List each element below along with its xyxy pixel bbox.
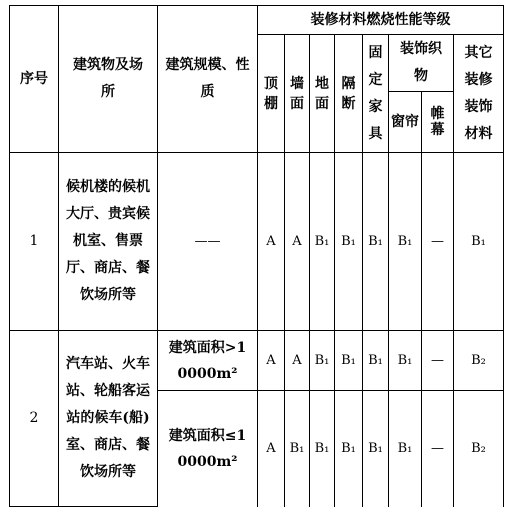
- row1-building: [59, 153, 158, 331]
- header-other-text: 其它装修装饰材料: [464, 44, 493, 142]
- header-wall-text: 墙面: [290, 75, 304, 112]
- row2b-partition: B₁: [335, 391, 363, 507]
- row2b-scale-text: 建筑面积≤10000m²: [168, 427, 247, 470]
- row2-building-text: 汽车站、火车站、轮船客运站的候车(船)室、商店、餐饮场所等: [66, 356, 150, 480]
- row2a-scale-text: 建筑面积>10000m²: [168, 339, 247, 382]
- row1-scale: ——: [158, 153, 258, 331]
- row2b-curtain: B₁: [389, 391, 422, 507]
- row1-floor: B₁: [310, 153, 335, 331]
- header-partition-text: 隔断: [341, 75, 356, 112]
- header-decor-fabric-text: 装饰织物: [400, 41, 442, 84]
- row2b-wall: B₁: [285, 391, 310, 507]
- row1-drape: —: [422, 153, 454, 331]
- header-seq: 序号: [10, 6, 59, 153]
- header-ceiling-text: 顶棚: [264, 75, 278, 112]
- row1-fixed-furniture: B₁: [363, 153, 389, 331]
- row1-seq: 1: [10, 153, 59, 331]
- header-group: 装修材料燃烧性能等级: [258, 6, 504, 35]
- header-curtain: [389, 92, 422, 153]
- fire-rating-table: [9, 5, 504, 507]
- row2b-floor: B₁: [310, 391, 335, 507]
- row1-partition: B₁: [335, 153, 363, 331]
- header-ceiling: [258, 35, 285, 153]
- header-curtain-text: 窗帘: [391, 114, 419, 130]
- header-scale-text: 建筑规模、性质: [165, 57, 250, 100]
- row2b-other: B₂: [454, 391, 504, 507]
- row2b-drape: —: [422, 391, 454, 507]
- header-drape-text: 帷幕: [430, 106, 445, 138]
- header-decor-fabric: [389, 35, 454, 92]
- row2a-floor: B₁: [310, 331, 335, 391]
- row2a-curtain: B₁: [389, 331, 422, 391]
- header-drape: [422, 92, 454, 153]
- table-row: [10, 153, 504, 331]
- row2-seq: 2: [10, 331, 59, 507]
- header-building-text: 建筑物及场所: [73, 57, 143, 100]
- row1-curtain: B₁: [389, 153, 422, 331]
- row2a-wall: A: [285, 331, 310, 391]
- header-fixed-furniture: [363, 35, 389, 153]
- header-scale: [158, 6, 258, 153]
- header-other: [454, 35, 504, 153]
- row2a-scale: [158, 331, 258, 391]
- row2-building: [59, 331, 158, 507]
- row2a-partition: B₁: [335, 331, 363, 391]
- row2a-fixed-furniture: B₁: [363, 331, 389, 391]
- row1-ceiling: A: [258, 153, 285, 331]
- header-wall: [285, 35, 310, 153]
- row2b-ceiling: A: [258, 391, 285, 507]
- row2a-drape: —: [422, 331, 454, 391]
- row1-wall: A: [285, 153, 310, 331]
- row2b-fixed-furniture: B₁: [363, 391, 389, 507]
- header-fixed-furniture-text: 固定家具: [368, 44, 383, 142]
- header-floor-text: 地面: [315, 75, 329, 112]
- row1-other: B₁: [454, 153, 504, 331]
- row2a-other: B₂: [454, 331, 504, 391]
- row2b-scale: [158, 391, 258, 507]
- header-floor: [310, 35, 335, 153]
- row1-building-text: 候机楼的候机大厅、贵宾候机室、售票厅、商店、餐饮场所等: [66, 179, 150, 303]
- header-building: [59, 6, 158, 153]
- row2a-ceiling: A: [258, 331, 285, 391]
- table-row: [10, 331, 504, 391]
- header-partition: [335, 35, 363, 153]
